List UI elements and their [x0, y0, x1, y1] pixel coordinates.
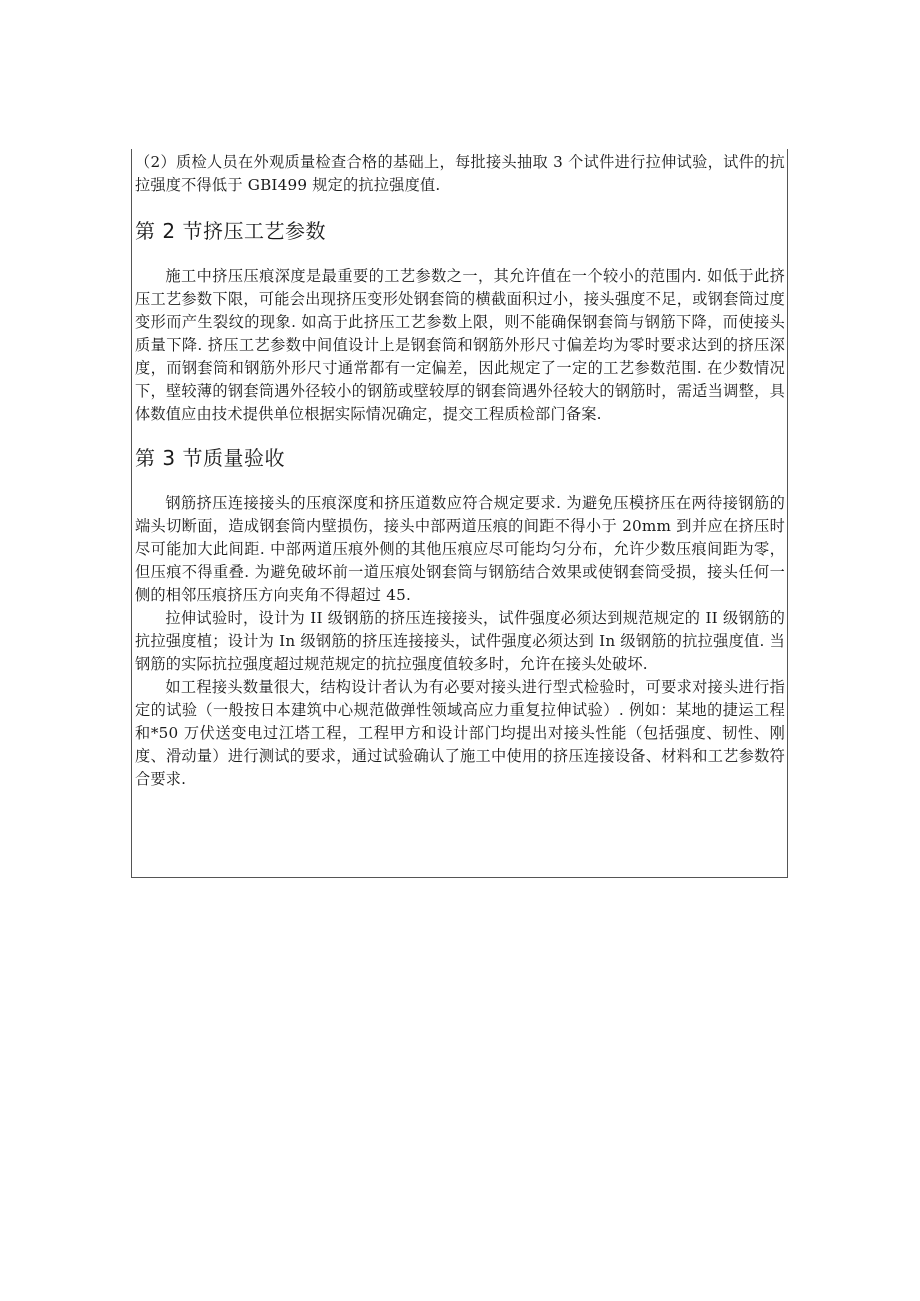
section-3-heading: 第 3 节质量验收 [135, 446, 285, 470]
section-3-paragraph: 如工程接头数量很大，结构设计者认为有必要对接头进行型式检验时，可要求对接头进行指定的试验（一般按日本建筑中心规范做弹性领域高应力重复拉伸试验）. 例如：某地的捷运工程和*50 万伏送变电过江塔工程，工程甲方和设计部门均提出对接头性能（包括强度、韧性、刚度、滑动量）进行测试的要求，通过试验确认了施工中使用的挤压连接设备、材料和工艺参数符合要求. [135, 678, 785, 788]
section-3-paragraph: 拉伸试验时，设计为 II 级钢筋的挤压连接接头，试件强度必须达到规范规定的 II 级钢筋的抗拉强度植；设计为 In 级钢筋的挤压连接接头，试件强度必须达到 In 级钢筋的抗拉强度值. 当钢筋的实际抗拉强度超过规范规定的抗拉强度值较多时，允许在接头处破坏. [135, 609, 785, 673]
document-body [135, 151, 785, 791]
section-2-heading: 第 2 节挤压工艺参数 [135, 219, 326, 243]
section-3-paragraph: 钢筋挤压连接接头的压痕深度和挤压道数应符合规定要求. 为避免压模挤压在两待接钢筋的端头切断面，造成钢套筒内壁损伤，接头中部两道压痕的间距不得小于 20mm 到并应在挤压时尽可能加大此间距. 中部两道压痕外侧的其他压痕应尽可能均匀分布，允许少数压痕间距为零，但压痕不得重叠. 为避免破坏前一道压痕处钢套筒与钢筋结合效果或使钢套筒受损，接头任何一侧的相邻压痕挤压方向夹角不得超过 45. [135, 494, 785, 604]
section-2-paragraph: 施工中挤压压痕深度是最重要的工艺参数之一，其允许值在一个较小的范围内. 如低于此挤压工艺参数下限，可能会出现挤压变形处钢套筒的横截面积过小，接头强度不足，或钢套筒过度变形而产生裂纹的现象. 如高于此挤压工艺参数上限，则不能确保钢套筒与钢筋下降，而使接头质量下降. 挤压工艺参数中间值设计上是钢套筒和钢筋外形尺寸偏差均为零时要求达到的挤压深度，而钢套筒和钢筋外形尺寸通常都有一定偏差，因此规定了一定的工艺参数范围. 在少数情况下，壁较薄的钢套筒遇外径较小的钢筋或壁较厚的钢套筒遇外径较大的钢筋时，需适当调整，具体数值应由技术提供单位根据实际情况确定，提交工程质检部门备案. [135, 267, 785, 423]
intro-paragraph: （2）质检人员在外观质量检查合格的基础上，每批接头抽取 3 个试件进行拉伸试验，试件的抗拉强度不得低于 GBI499 规定的抗拉强度值. [135, 153, 785, 194]
